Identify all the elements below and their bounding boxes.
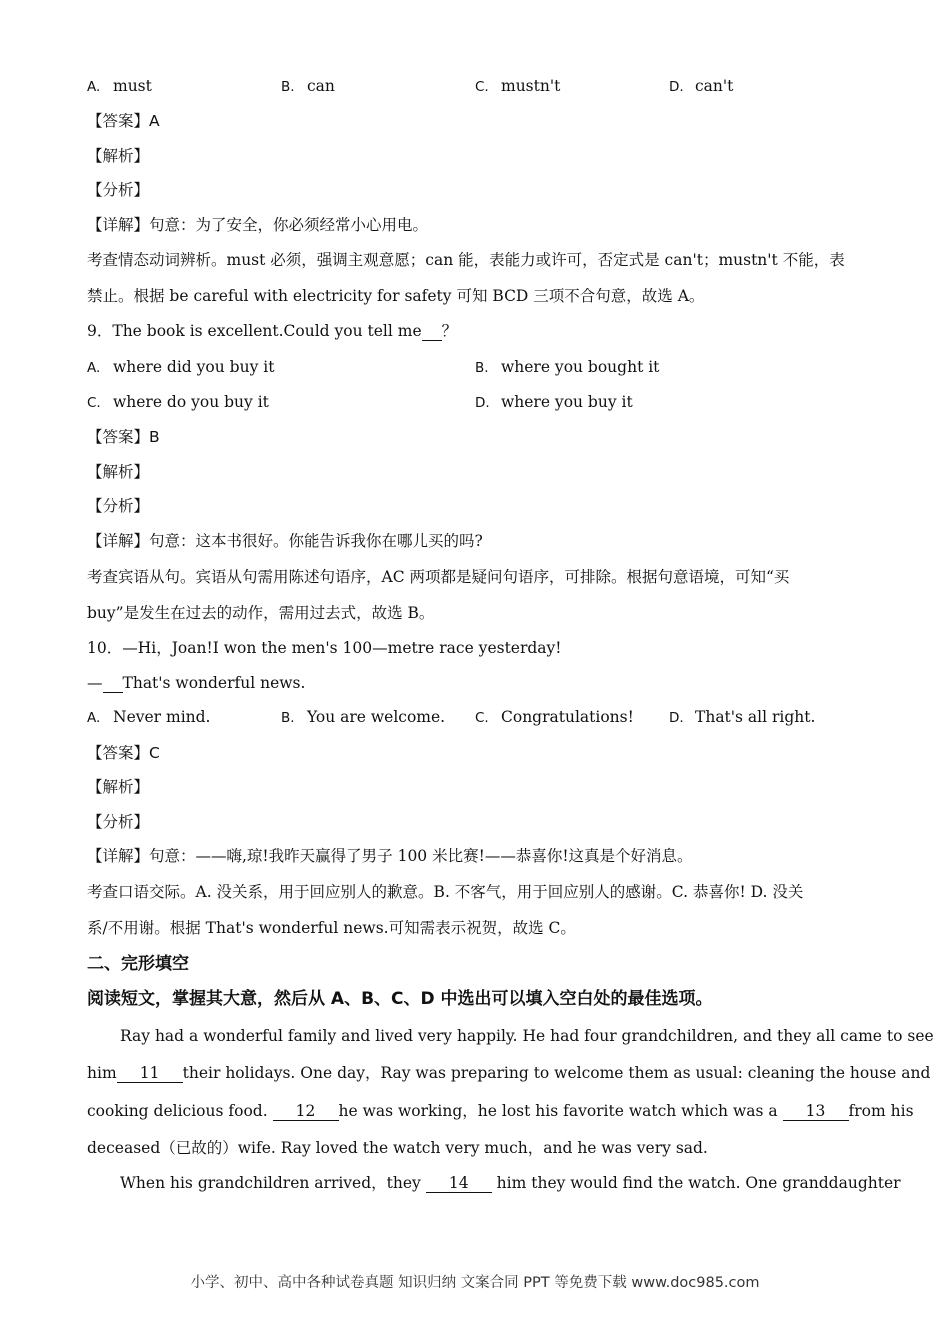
q9-fenxi: 【分析】 [87, 497, 150, 515]
q8-option-d: D. can't [669, 77, 734, 95]
q10-stem-1: 10．—Hi，Joan!I won the men's 100—metre race yesterday! [87, 639, 562, 657]
passage-line-2: him 11 their holidays. One day，Ray was preparing to welcome them as usual: cleaning the house and [87, 1064, 931, 1082]
q8-detail: 【详解】句意：为了安全，你必须经常小心用电。 [87, 216, 429, 234]
q8-explain-1: 考查情态动词辨析。must 必须，强调主观意愿；can 能，表能力或许可，否定式是 can't；mustn't 不能，表 [87, 251, 845, 269]
q8-option-c: C. mustn't [475, 77, 561, 95]
q8-option-a: A. must [87, 77, 152, 95]
q9-explain-2: buy”是发生在过去的动作，需用过去式，故选 B。 [87, 604, 435, 622]
q9-stem: 9．The book is excellent.Could you tell me ？ [87, 322, 458, 340]
blank-13: 13 [783, 1102, 849, 1121]
blank-11: 11 [117, 1064, 183, 1083]
q10-detail: 【详解】句意：——嗨,琼!我昨天赢得了男子 100 米比赛!——恭喜你!这真是个好消息。 [87, 847, 693, 865]
q10-option-b: B. You are welcome. [281, 708, 446, 726]
q9-option-c: C. where do you buy it [87, 393, 269, 411]
q10-explain-1: 考查口语交际。A. 没关系，用于回应别人的歉意。B. 不客气，用于回应别人的感谢。C. 恭喜你! D. 没关 [87, 883, 804, 901]
q9-explain-1: 考查宾语从句。宾语从句需用陈述句语序，AC 两项都是疑问句语序，可排除。根据句意语境，可知“买 [87, 568, 790, 586]
q8-option-b: B. can [281, 77, 335, 95]
blank-14: 14 [426, 1174, 492, 1193]
q9-jiexi: 【解析】 [87, 463, 150, 481]
blank-12: 12 [273, 1102, 339, 1121]
q9-blank [422, 322, 442, 341]
section-title: 二、完形填空 [87, 954, 189, 974]
q10-explain-2: 系/不用谢。根据 That's wonderful news.可知需表示祝贺，故选 C。 [87, 919, 576, 937]
q10-option-d: D. That's all right. [669, 708, 816, 726]
q9-answer: 【答案】B [87, 428, 160, 446]
passage-line-3: cooking delicious food. 12 he was working，he lost his favorite watch which was a 13 from his [87, 1102, 914, 1120]
passage-line-5: When his grandchildren arrived，they 14 him they would find the watch. One granddaughter [120, 1174, 901, 1192]
q8-fenxi: 【分析】 [87, 181, 150, 199]
q9-option-a: A. where did you buy it [87, 358, 275, 376]
q10-jiexi: 【解析】 [87, 778, 150, 796]
q8-jiexi: 【解析】 [87, 147, 150, 165]
q9-option-d: D. where you buy it [475, 393, 633, 411]
q9-detail: 【详解】句意：这本书很好。你能告诉我你在哪儿买的吗? [87, 532, 483, 550]
q10-blank [103, 674, 123, 693]
q10-option-a: A. Never mind. [87, 708, 211, 726]
q10-answer: 【答案】C [87, 744, 160, 762]
section-instruction: 阅读短文，掌握其大意，然后从 A、B、C、D 中选出可以填入空白处的最佳选项。 [87, 989, 713, 1009]
passage-line-1: Ray had a wonderful family and lived very happily. He had four grandchildren, and they all came to see [120, 1027, 934, 1045]
q8-explain-2: 禁止。根据 be careful with electricity for safety 可知 BCD 三项不合句意，故选 A。 [87, 287, 705, 305]
q9-option-b: B. where you bought it [475, 358, 660, 376]
q10-option-c: C. Congratulations! [475, 708, 634, 726]
passage-line-4: deceased（已故的）wife. Ray loved the watch very much，and he was very sad. [87, 1139, 708, 1157]
q8-answer: 【答案】A [87, 112, 160, 130]
q10-fenxi: 【分析】 [87, 813, 150, 831]
page-footer: 小学、初中、高中各种试卷真题 知识归纳 文案合同 PPT 等免费下载 www.doc985.com [190, 1275, 760, 1291]
q10-stem-2: — That's wonderful news. [87, 674, 306, 692]
